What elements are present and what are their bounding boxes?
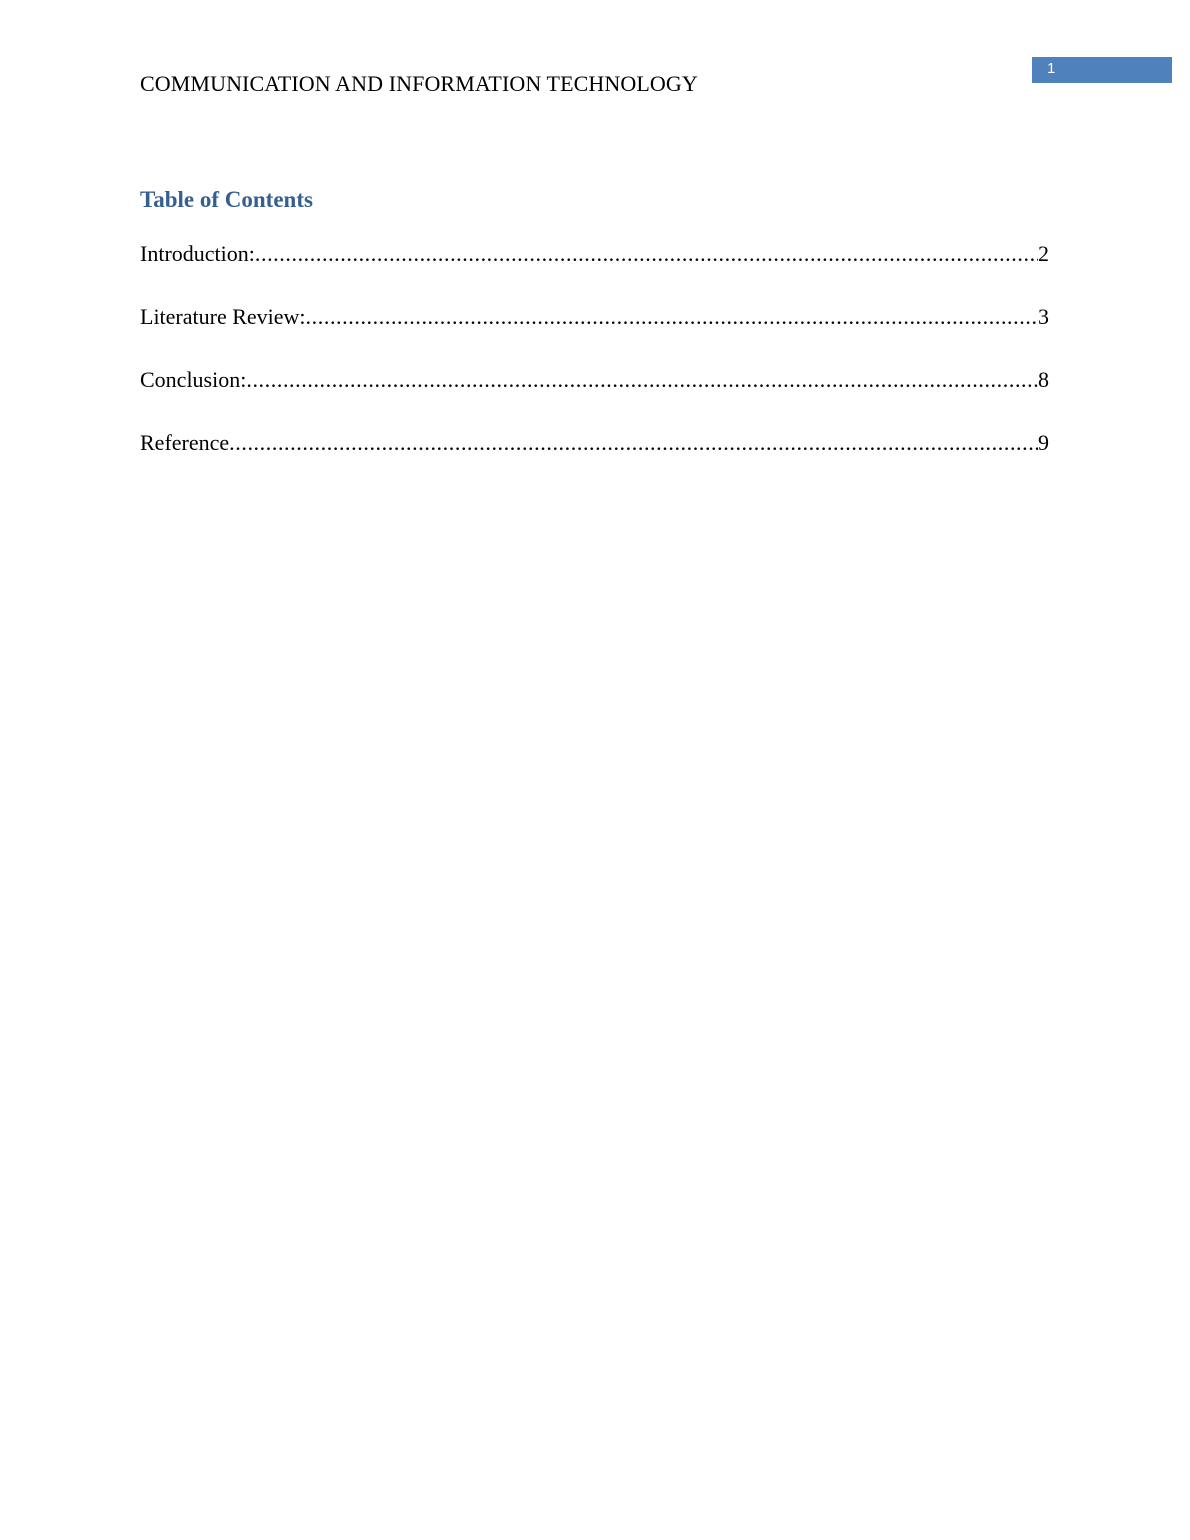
toc-title: Table of Contents [140,187,313,212]
toc-entry-page: 2 [1038,241,1049,266]
toc-entry-page: 3 [1038,304,1049,329]
toc-entry-label: Introduction: [140,241,255,266]
toc-entry-label: Literature Review: [140,304,306,329]
toc-entry-literature-review[interactable] [140,303,1049,366]
toc-dot-leader [306,303,1038,331]
toc-dot-leader [255,240,1038,268]
page-number-badge [1032,57,1172,83]
toc-entry-label: Reference [140,430,230,455]
toc-entry-introduction[interactable] [140,240,1049,303]
toc-dot-leader [229,429,1038,457]
toc-entry-reference[interactable] [140,429,1049,492]
page-number: 1 [1047,60,1056,77]
toc-entry-label: Conclusion: [140,367,247,392]
toc-list [140,240,1049,492]
running-head: COMMUNICATION AND INFORMATION TECHNOLOGY [140,71,698,96]
toc-dot-leader [246,366,1038,394]
toc-entry-page: 9 [1038,430,1049,455]
toc-entry-conclusion[interactable] [140,366,1049,429]
toc-entry-page: 8 [1038,367,1049,392]
